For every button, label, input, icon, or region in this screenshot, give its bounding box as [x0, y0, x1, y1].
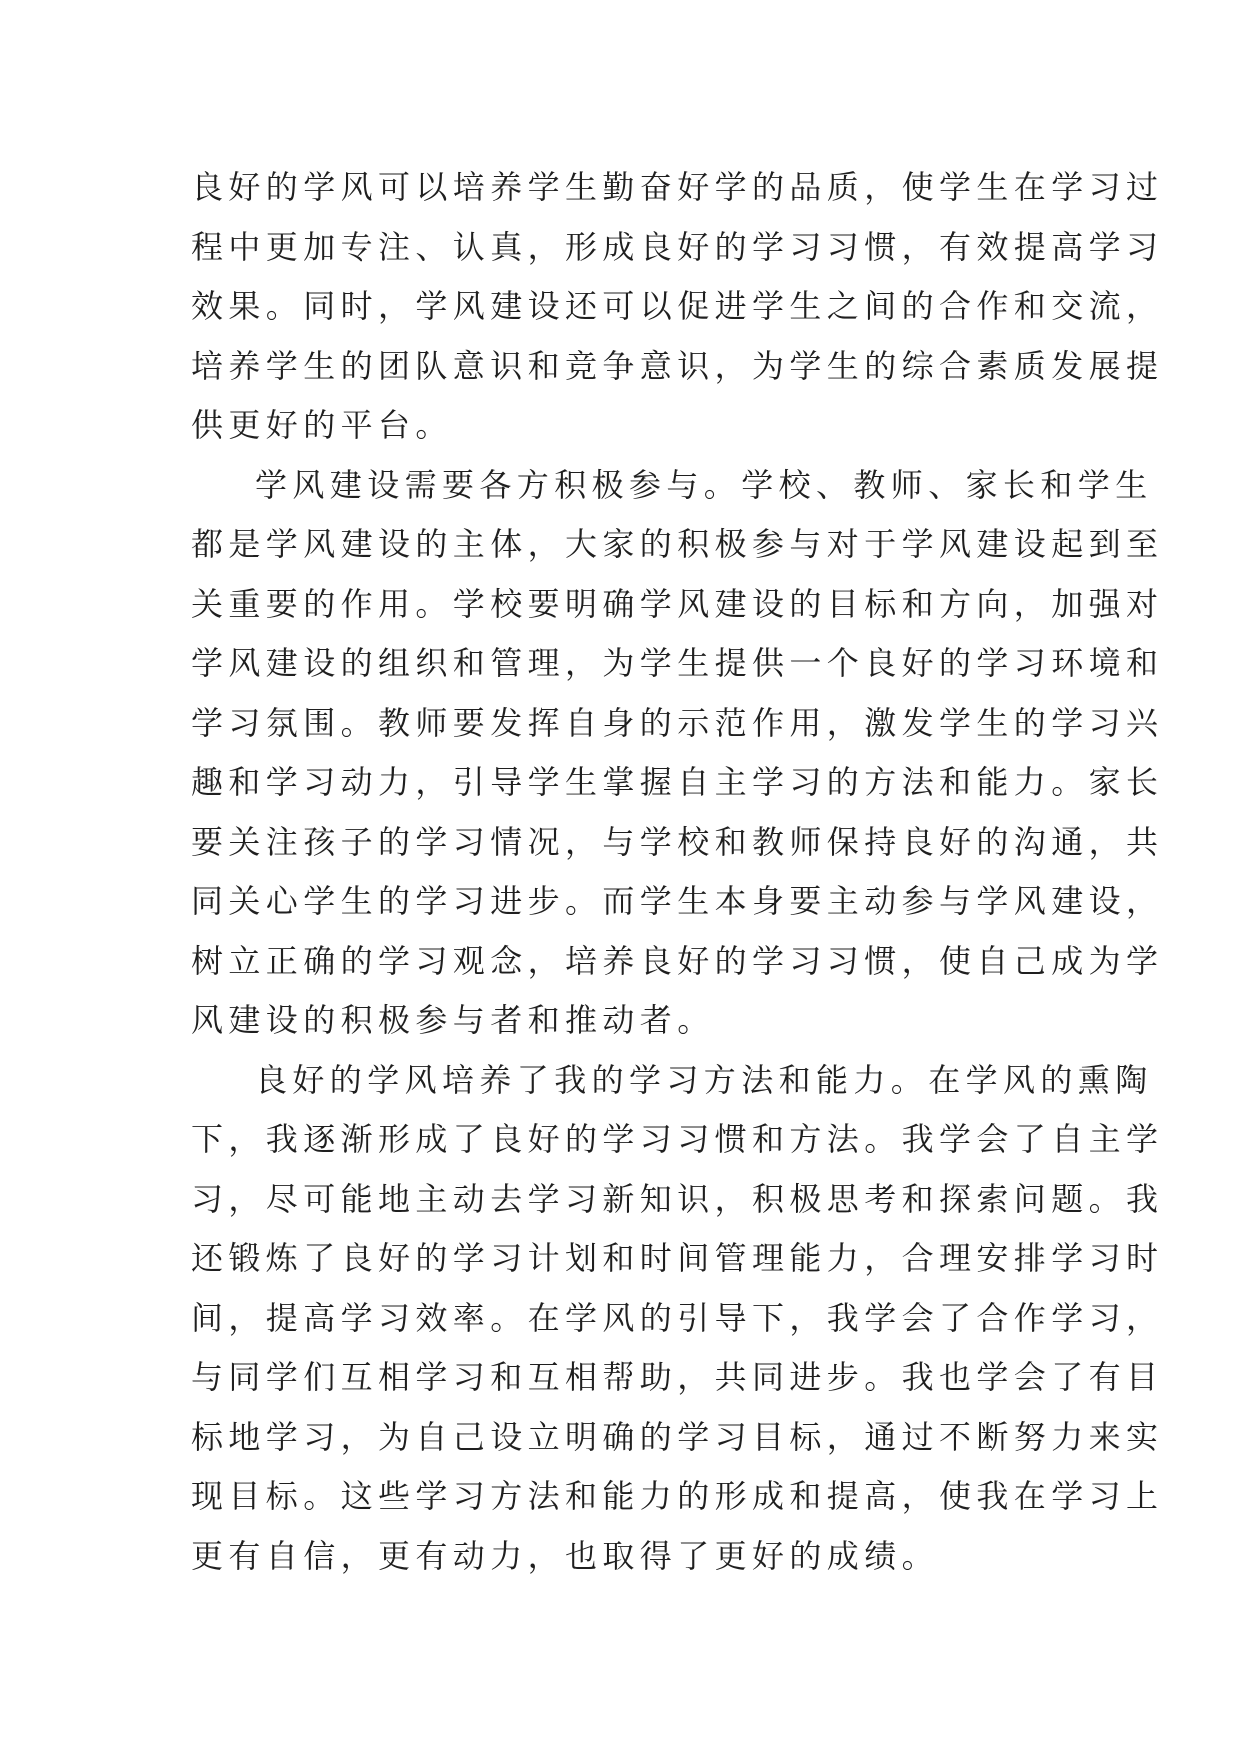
text-line: 标地学习，为自己设立明确的学习目标，通过不断努力来实 [191, 1417, 1164, 1456]
text-line: 树立正确的学习观念，培养良好的学习习惯，使自己成为学 [191, 941, 1164, 980]
paragraph-2 [191, 456, 1164, 1051]
text-line: 供更好的平台。 [191, 406, 453, 444]
text-line: 程中更加专注、认真，形成良好的学习习惯，有效提高学习 [191, 227, 1164, 266]
text-line: 学风建设需要各方积极参与。学校、教师、家长和学生 [255, 465, 1153, 504]
text-line: 更有自信，更有动力，也取得了更好的成绩。 [191, 1536, 940, 1575]
text-line: 良好的学风培养了我的学习方法和能力。在学风的熏陶 [255, 1060, 1153, 1099]
text-line: 都是学风建设的主体，大家的积极参与对于学风建设起到至 [191, 525, 1164, 563]
text-line: 趣和学习动力，引导学生掌握自主学习的方法和能力。家长 [191, 763, 1164, 801]
text-line: 还锻炼了良好的学习计划和时间管理能力，合理安排学习时 [191, 1239, 1164, 1277]
paragraph-3 [191, 1051, 1164, 1587]
text-line: 培养学生的团队意识和竞争意识，为学生的综合素质发展提 [191, 346, 1164, 385]
text-line: 间，提高学习效率。在学风的引导下，我学会了合作学习， [191, 1298, 1164, 1337]
paragraph-1 [191, 158, 1164, 456]
text-line: 良好的学风可以培养学生勤奋好学的品质，使学生在学习过 [191, 168, 1164, 206]
text-line: 现目标。这些学习方法和能力的形成和提高，使我在学习上 [191, 1477, 1164, 1515]
body-text [191, 158, 1164, 1586]
text-line: 要关注孩子的学习情况，与学校和教师保持良好的沟通，共 [191, 822, 1164, 861]
text-line: 同关心学生的学习进步。而学生本身要主动参与学风建设， [191, 882, 1164, 920]
text-line: 学风建设的组织和管理，为学生提供一个良好的学习环境和 [191, 644, 1164, 682]
text-line: 习，尽可能地主动去学习新知识，积极思考和探索问题。我 [191, 1179, 1164, 1218]
text-line: 下，我逐渐形成了良好的学习习惯和方法。我学会了自主学 [191, 1120, 1164, 1158]
text-line: 风建设的积极参与者和推动者。 [191, 1001, 715, 1039]
text-line: 与同学们互相学习和互相帮助，共同进步。我也学会了有目 [191, 1358, 1164, 1396]
text-line: 关重要的作用。学校要明确学风建设的目标和方向，加强对 [191, 584, 1164, 623]
text-line: 效果。同时，学风建设还可以促进学生之间的合作和交流， [191, 287, 1164, 325]
text-line: 学习氛围。教师要发挥自身的示范作用，激发学生的学习兴 [191, 703, 1164, 742]
